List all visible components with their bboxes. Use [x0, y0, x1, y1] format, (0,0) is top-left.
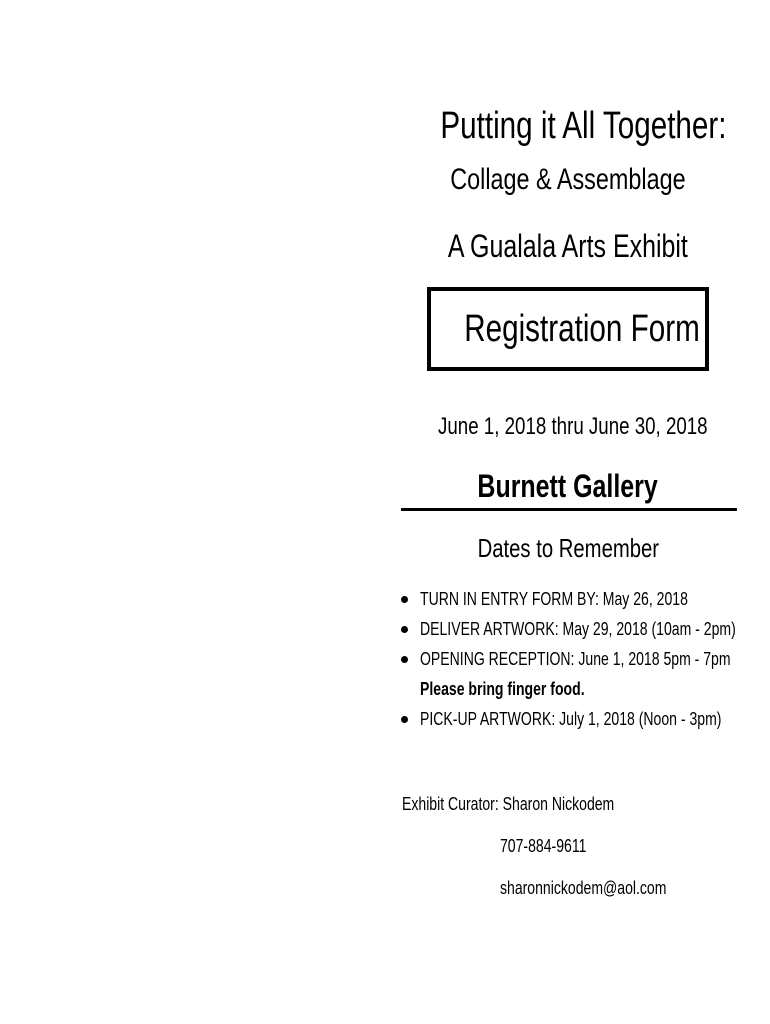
exhibit-organizer [400, 224, 736, 268]
date-item-pickup: PICK-UP ARTWORK: July 1, 2018 (Noon - 3pm) [420, 709, 722, 729]
registration-form-box [427, 287, 709, 371]
curator-email-text: sharonnickodem@aol.com [500, 878, 667, 898]
dates-heading-text: Dates to Remember [477, 533, 659, 563]
exhibit-dates [400, 410, 736, 444]
dates-list [400, 584, 760, 734]
venue-name-text: Burnett Gallery [477, 468, 659, 504]
reception-note-text: Please bring finger food. [420, 679, 585, 699]
list-item [400, 614, 760, 644]
bullet-icon [401, 596, 408, 603]
dates-heading [400, 530, 736, 566]
list-item [400, 704, 760, 734]
date-item-entry-form: TURN IN ENTRY FORM BY: May 26, 2018 [420, 589, 688, 609]
bullet-icon [401, 656, 408, 663]
date-item-deliver: DELIVER ARTWORK: May 29, 2018 (10am - 2pm) [420, 619, 736, 639]
curator-phone [500, 832, 611, 860]
bullet-icon [401, 626, 408, 633]
exhibit-title [400, 102, 736, 150]
venue-name [400, 464, 736, 508]
list-item [400, 644, 760, 674]
exhibit-subtitle [400, 160, 736, 200]
date-item-reception: OPENING RECEPTION: June 1, 2018 5pm - 7pm [420, 649, 731, 669]
exhibit-dates-text: June 1, 2018 thru June 30, 2018 [438, 413, 708, 440]
exhibit-subtitle-text: Collage & Assemblage [450, 163, 686, 196]
curator-phone-text: 707-884-9611 [500, 836, 587, 856]
list-item [400, 584, 760, 614]
curator-email [500, 874, 713, 902]
registration-form-label: Registration Form [464, 308, 700, 350]
curator-name-text: Exhibit Curator: Sharon Nickodem [402, 794, 615, 814]
divider [401, 508, 737, 511]
exhibit-organizer-text: A Gualala Arts Exhibit [447, 228, 689, 264]
exhibit-title-text: Putting it All Together: [440, 105, 727, 147]
curator-name [402, 790, 674, 818]
bullet-icon [401, 716, 408, 723]
reception-note [420, 674, 631, 704]
